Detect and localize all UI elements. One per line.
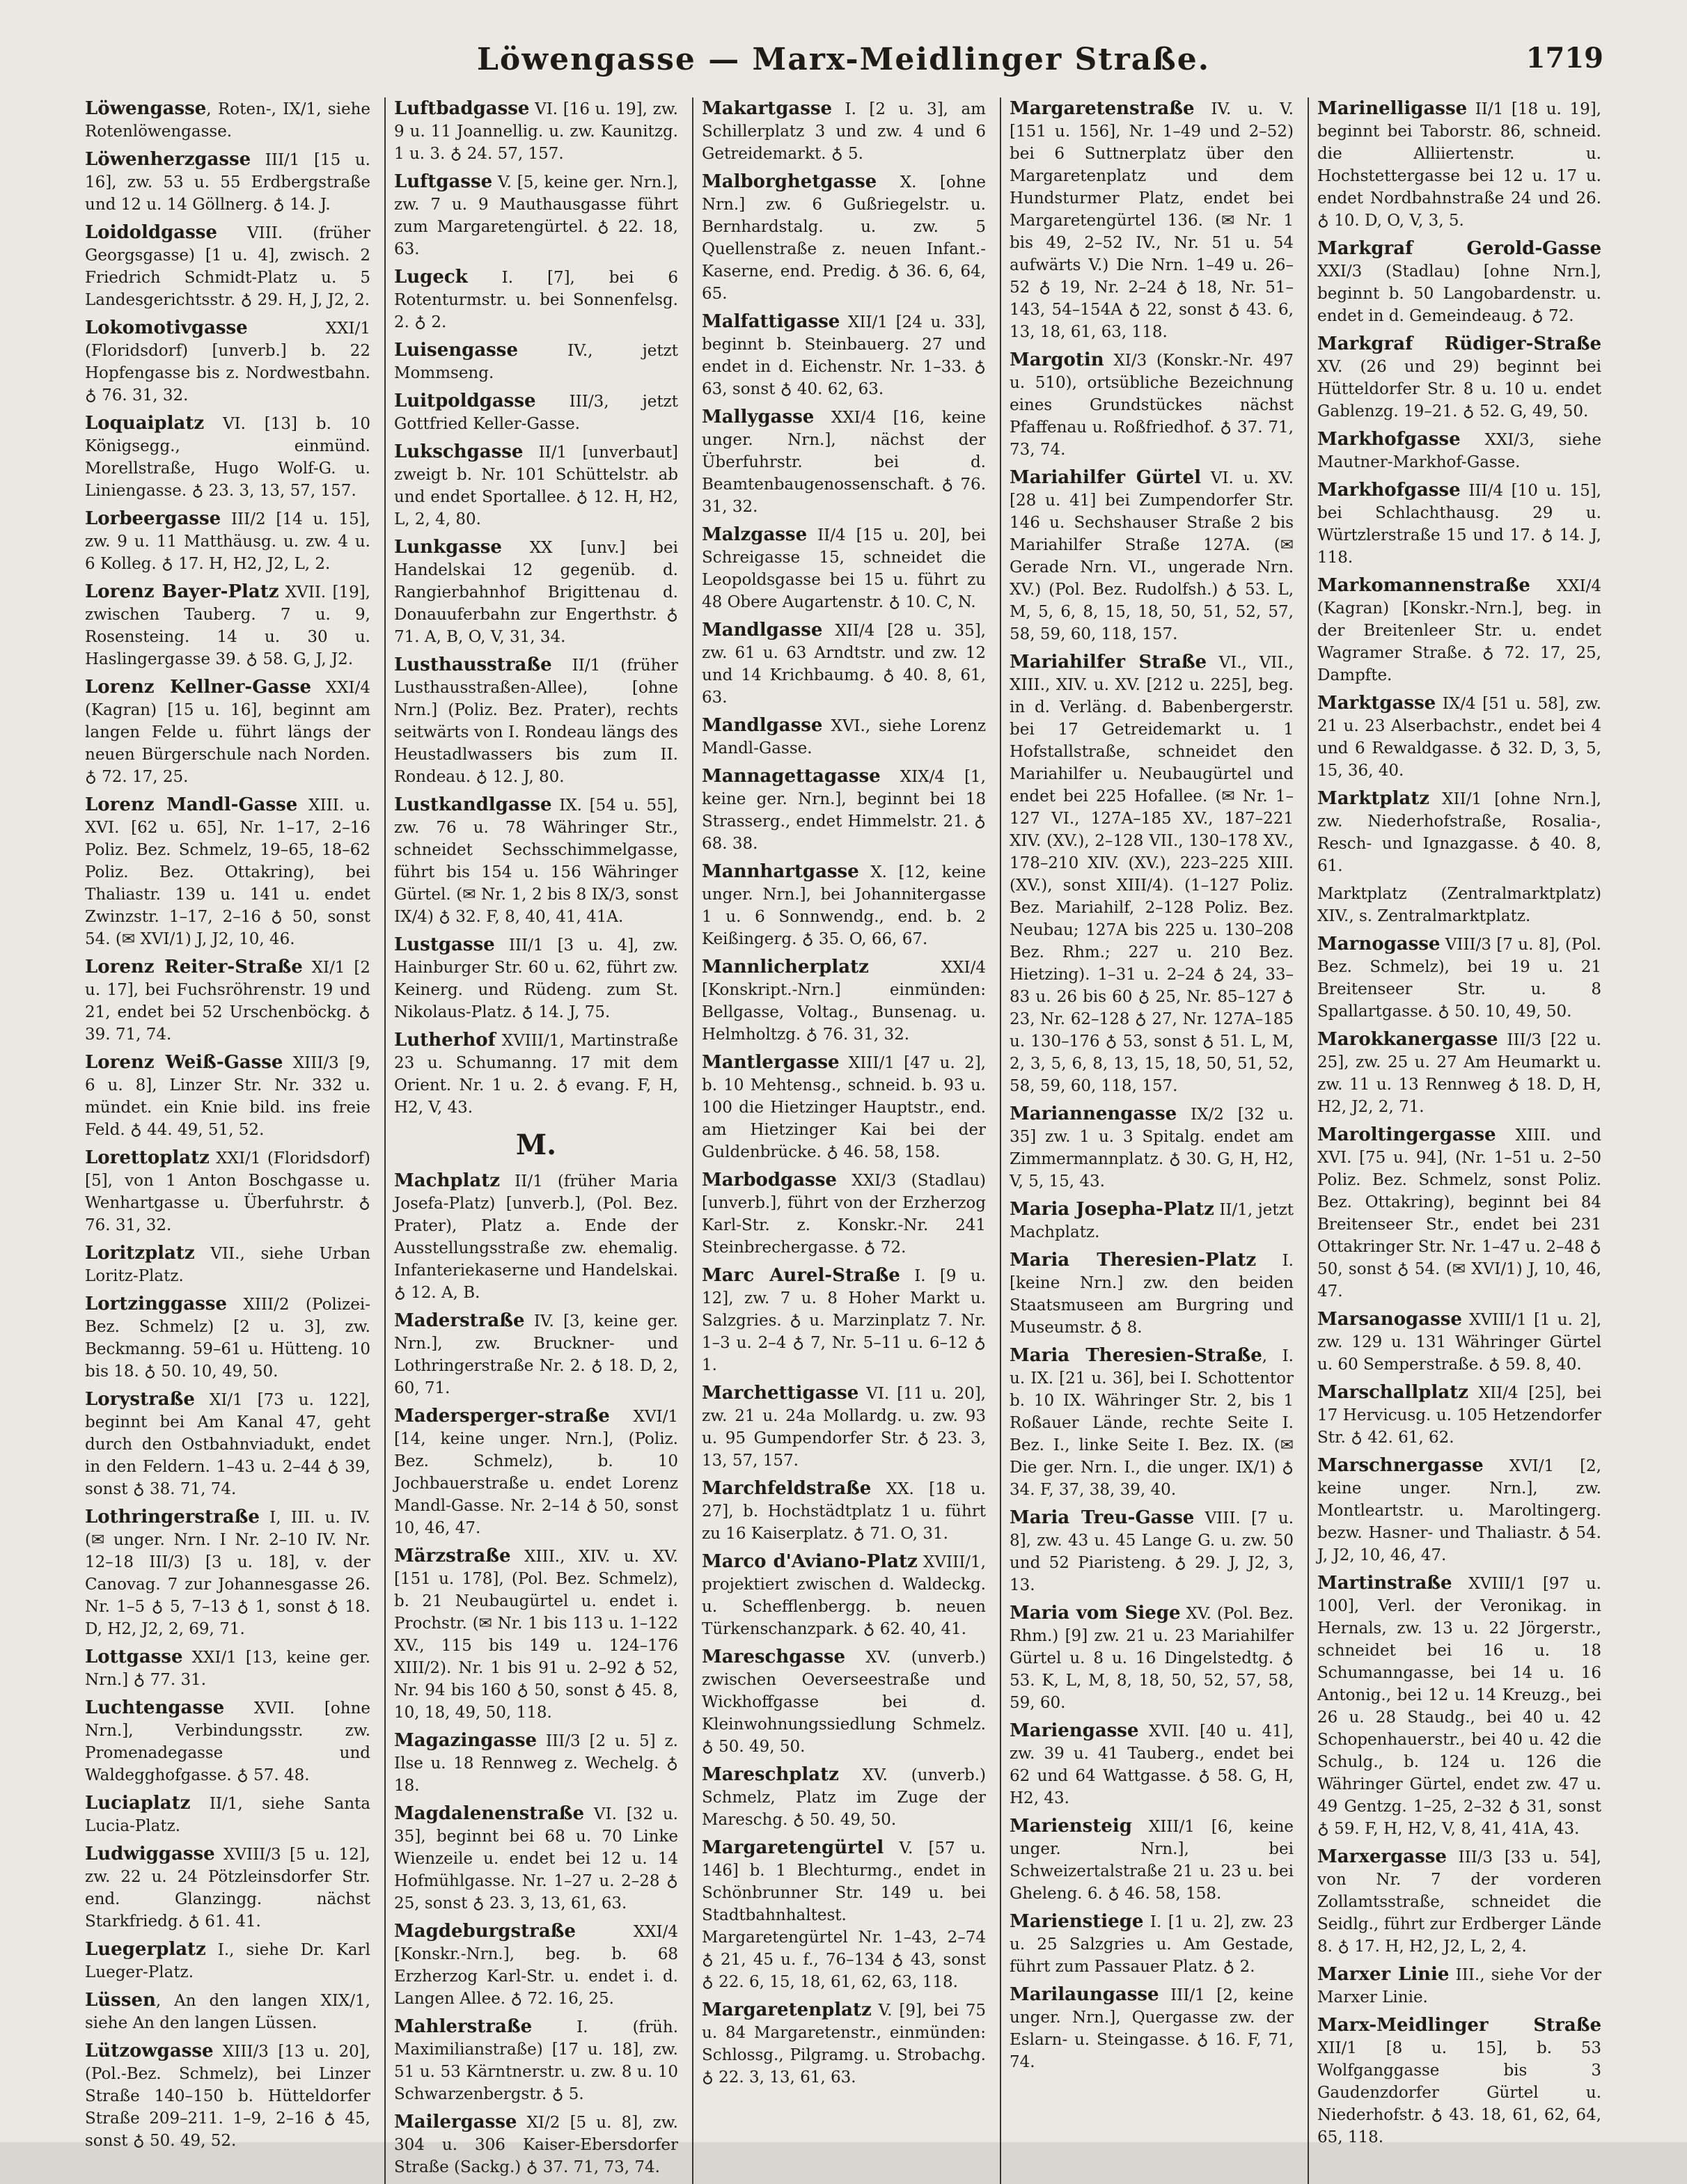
street-entry: Markgraf Rüdiger-Straße XV. (26 und 29) beginnt bei Hütteldorfer Str. 8 u. 10 u. endet Gablenzg. 19–21. ♁ 52. G, 49, 50. — [1317, 333, 1601, 421]
street-entry: Maria Theresien-Straße, I. u. IX. [21 u. 36], bei I. Schottentor b. 10 IX. Währinger Str. 2, bis 1 Roßauer Lände, rechte Seite I. Bez. I., linke Seite I. Bez. IX. (✉ Die ger. Nrn. I., die unger. IX/1) ♁ 34. F, 37, 38, 39, 40. — [1010, 1345, 1294, 1499]
street-entry: Lorbeergasse III/2 [14 u. 15], zw. 9 u. 11 Matthäusg. u. zw. 4 u. 6 Kolleg. ♁ 17. H, H2, J2, L, 2. — [85, 508, 370, 573]
street-entry: Marchettigasse VI. [11 u. 20], zw. 21 u. 24a Mollardg. u. zw. 93 u. 95 Gumpendorfer Str. ♁ 23. 3, 13, 57, 157. — [702, 1383, 986, 1470]
street-entry: Lunkgasse XX [unv.] bei Handelskai 12 gegenüb. d. Rangierbahnhof Brigittenau d. Donauuferbahn zur Engerthstr. ♁ 71. A, B, O, V, 31, 34. — [394, 537, 678, 646]
street-entry: Malborghetgasse X. [ohne Nrn.] zw. 6 Gußriegelstr. u. Bernhardstalg. u. zw. 5 Quellenstraße z. neuen Infant.-Kaserne, end. Predig. ♁ 36. 6, 64, 65. — [702, 171, 986, 303]
page-header — [84, 42, 1603, 97]
street-entry: Marbodgasse XXI/3 (Stadlau) [unverb.], führt von der Erzherzog Karl-Str. z. Konskr.-Nr. 241 Steinbrechergasse. ♁ 72. — [702, 1170, 986, 1257]
street-entry: Marienstiege I. [1 u. 2], zw. 23 u. 25 Salzgries u. Am Gestade, führt zum Passauer Platz. ♁ 2. — [1010, 1911, 1294, 1976]
street-entry: Lukschgasse II/1 [unverbaut] zweigt b. Nr. 101 Schüttelstr. ab und endet Sportallee. ♁ 12. H, H2, L, 2, 4, 80. — [394, 441, 678, 528]
street-entry: Lutherhof XVIII/1, Martinstraße 23 u. Schumanng. 17 mit dem Orient. Nr. 1 u. 2. ♁ evang. F, H, H2, V, 43. — [394, 1030, 678, 1117]
street-entry: Malzgasse II/4 [15 u. 20], bei Schreigasse 15, schneidet die Leopoldsgasse bei 15 u. führt zu 48 Obere Augartenstr. ♁ 10. C, N. — [702, 524, 986, 611]
street-entry: Marktplatz (Zentralmarktplatz) XIV., s. Zentralmarktplatz. — [1317, 885, 1601, 925]
street-entry: Marschallplatz XII/4 [25], bei 17 Hervicusg. u. 105 Hetzendorfer Str. ♁ 42. 61, 62. — [1317, 1382, 1601, 1447]
street-entry: Maderstraße IV. [3, keine ger. Nrn.], zw. Bruckner- und Lothringerstraße Nr. 2. ♁ 18. D, 2, 60, 71. — [394, 1310, 678, 1397]
street-entry: Luftbadgasse VI. [16 u. 19], zw. 9 u. 11 Joannellig. u. zw. Kaunitzg. 1 u. 3. ♁ 24. 57, 157. — [394, 98, 678, 163]
street-entry: Magazingasse III/3 [2 u. 5] z. Ilse u. 18 Rennweg z. Wechelg. ♁ 18. — [394, 1730, 678, 1795]
street-entry: Mariensteig XIII/1 [6, keine unger. Nrn.], bei Schweizertalstraße 21 u. 23 u. bei Gheleng. 6. ♁ 46. 58, 158. — [1010, 1816, 1294, 1903]
street-entry: Marc Aurel-Straße I. [9 u. 12], zw. 7 u. 8 Hoher Markt u. Salzgries. ♁ u. Marzinplatz 7. Nr. 1–3 u. 2–4 ♁ 7, Nr. 5–11 u. 6–12 ♁ 1. — [702, 1265, 987, 1374]
street-entry: Marilaungasse III/1 [2, keine unger. Nrn.], Quergasse zw. der Eslarn- u. Steingasse. ♁ 16. F, 71, 74. — [1010, 1984, 1294, 2071]
page-title: Löwengasse — Marx-Meidlinger Straße. — [476, 42, 1211, 77]
street-entry: Lustgasse III/1 [3 u. 4], zw. Hainburger Str. 60 u. 62, führt zw. Keinerg. und Rüdeng. zum St. Nikolaus-Platz. ♁ 14. J, 75. — [394, 934, 678, 1021]
street-entry: Marxergasse III/3 [33 u. 54], von Nr. 7 der vorderen Zollamtsstraße, schneidet die Seidlg., führt zur Erdberger Lände 8. ♁ 17. H, H2, J2, L, 2, 4. — [1317, 1846, 1601, 1956]
street-entry: Machplatz II/1 (früher Maria Josefa-Platz) [unverb.], (Pol. Bez. Prater), Platz a. Ende der Ausstellungsstraße zw. ehemalig. Infanteriekaserne und Handelskai. ♁ 12. A, B. — [394, 1170, 678, 1302]
street-entry: Mariahilfer Straße VI., VII., XIII., XIV. u. XV. [212 u. 225], beg. in d. Verläng. d. Babenbergerstr. bei 17 Getreidemarkt u. 1 Hofstallstraße, schneidet den Mariahilfer u. Neubaugürtel und endet bei 225 Hofallee. (✉ Nr. 1–127 VI., 127A–185 XV., 187–221 XIV. (XV.), 2–128 VII., 130–178 XV., 178–210 XIV. (XV.), 223–225 XIII. (XV.), sonst XIII/4). (1–127 Poliz. Bez. Mariahilf, 2–128 Poliz. Bez. Neubau; 127A bis 225 u. 130–208 Bez. Rhm.; 227 u. 210 Bez. Hietzing). 1–31 u. 2–24 ♁ 24, 33–83 u. 26 bis 60 ♁ 25, Nr. 85–127 ♁ 23, Nr. 62–128 ♁ 27, Nr. 127A–185 u. 130–176 ♁ 53, sonst ♁ 51. L, M, 2, 3, 5, 6, 8, 13, 15, 18, 50, 51, 52, 58, 59, 60, 118, 157. — [1010, 652, 1294, 1095]
street-entry: Lusthausstraße II/1 (früher Lusthausstraßen-Allee), [ohne Nrn.] (Poliz. Bez. Prater), rechts seitwärts von I. Rondeau längs des Heustadlwassers bis zum II. Rondeau. ♁ 12. J, 80. — [394, 654, 678, 786]
street-entry: Luegerplatz I., siehe Dr. Karl Lueger-Platz. — [85, 1939, 370, 1981]
street-entry: Lorenz Kellner-Gasse XXI/4 (Kagran) [15 u. 16], beginnt am langen Felde u. führt längs der neuen Bürgerschule nach Norden. ♁ 72. 17, 25. — [85, 677, 370, 786]
street-entry: Löwengasse, Roten-, IX/1, siehe Rotenlöwengasse. — [85, 98, 370, 141]
street-entry: Lugeck I. [7], bei 6 Rotenturmstr. u. bei Sonnenfelsg. 2. ♁ 2. — [394, 267, 678, 331]
column-4 — [1000, 97, 1301, 2184]
street-entry: Luciaplatz II/1, siehe Santa Lucia-Platz. — [85, 1793, 370, 1835]
street-entry: Luchtengasse XVII. [ohne Nrn.], Verbindungsstr. zw. Promenadegasse und Waldegghofgasse. ♁ 57. 48. — [85, 1697, 370, 1784]
street-entry: Mailergasse XI/2 [5 u. 8], zw. 304 u. 306 Kaiser-Ebersdorfer Straße (Sackg.) ♁ 37. 71, 73, 74. — [394, 2112, 678, 2176]
street-entry: Marnogasse VIII/3 [7 u. 8], (Pol. Bez. Schmelz), bei 19 u. 21 Breitenseer Str. u. 8 Spallartgasse. ♁ 50. 10, 49, 50. — [1317, 934, 1601, 1021]
street-entry: Löwenherzgasse III/1 [15 u. 16], zw. 53 u. 55 Erdbergstraße und 12 u. 14 Göllnerg. ♁ 14. J. — [85, 149, 370, 214]
street-entry: Lorenz Reiter-Straße XI/1 [2 u. 17], bei Fuchsröhrenstr. 19 und 21, endet bei 52 Urschenböckg. ♁ 39. 71, 74. — [85, 957, 370, 1044]
street-entry: Marxer Linie III., siehe Vor der Marxer Linie. — [1317, 1964, 1601, 2006]
street-entry: Markhofgasse XXI/3, siehe Mautner-Markhof-Gasse. — [1317, 429, 1601, 471]
street-entry: Mariannengasse IX/2 [32 u. 35] zw. 1 u. 3 Spitalg. endet am Zimmermannplatz. ♁ 30. G, H, H2, V, 5, 15, 43. — [1010, 1103, 1294, 1191]
street-entry: Margaretengürtel V. [57 u. 146] b. 1 Blechturmg., endet in Schönbrunner Str. 149 u. bei Stadtbahnhaltest. Margaretengürtel Nr. 1–43, 2–74 ♁ 21, 45 u. f., 76–134 ♁ 43, sonst ♁ 22. 6, 15, 18, 61, 62, 63, 118. — [702, 1837, 986, 1991]
column-2 — [384, 97, 685, 2184]
street-entry: Margaretenstraße IV. u. V. [151 u. 156], Nr. 1–49 und 2–52) bei 6 Suttnerplatz über den Margaretenplatz und dem Hundsturmer Platz, endet bei Margaretengürtel 136. (✉ Nr. 1 bis 49, 2–52 IV., Nr. 51 u. 54 aufwärts V.) Die Nrn. 1–49 u. 26–52 ♁ 19, Nr. 2–24 ♁ 18, Nr. 51–143, 54–154A ♁ 22, sonst ♁ 43. 6, 13, 18, 61, 63, 118. — [1010, 98, 1294, 341]
street-entry: Markgraf Gerold-Gasse XXI/3 (Stadlau) [ohne Nrn.], beginnt b. 50 Langobardenstr. u. endet in d. Gemeindeaug. ♁ 72. — [1317, 238, 1601, 325]
street-entry: Lorenz Bayer-Platz XVII. [19], zwischen Tauberg. 7 u. 9, Rosensteing. 14 u. 30 u. Haslingergasse 39. ♁ 58. G, J, J2. — [85, 581, 370, 668]
street-entry: Lorystraße XI/1 [73 u. 122], beginnt bei Am Kanal 47, geht durch den Ostbahnviadukt, endet in den Feldern. 1–43 u. 2–44 ♁ 39, sonst ♁ 38. 71, 74. — [85, 1389, 370, 1498]
street-entry: Mannlicherplatz XXI/4 [Konskript.-Nrn.] einmünden: Bellgasse, Voltag., Bunsenag. u. Helmholtzg. ♁ 76. 31, 32. — [702, 957, 986, 1044]
street-entry: Malfattigasse XII/1 [24 u. 33], beginnt b. Steinbauerg. 27 und endet in d. Eichenstr. Nr. 1–33. ♁ 63, sonst ♁ 40. 62, 63. — [702, 311, 986, 398]
street-entry: Margotin XI/3 (Konskr.-Nr. 497 u. 510), ortsübliche Bezeichnung eines Grundstückes nächst Pfaffenau u. Roßfriedhof. ♁ 37. 71, 73, 74. — [1010, 349, 1294, 459]
entry-columns — [77, 97, 1608, 2176]
street-entry: Maria Treu-Gasse VIII. [7 u. 8], zw. 43 u. 45 Lange G. u. zw. 50 und 52 Piaristeng. ♁ 29. J, J2, 3, 13. — [1010, 1507, 1294, 1594]
street-entry: Magdalenenstraße VI. [32 u. 35], beginnt bei 68 u. 70 Linke Wienzeile u. endet bei 12 u. 14 Hofmühlgasse. Nr. 1–27 u. 2–28 ♁ 25, sonst ♁ 23. 3, 13, 61, 63. — [394, 1803, 678, 1912]
street-entry: Marktgasse IX/4 [51 u. 58], zw. 21 u. 23 Alserbachstr., endet bei 4 und 6 Rewaldgasse. ♁ 32. D, 3, 5, 15, 36, 40. — [1317, 693, 1601, 780]
column-5 — [1308, 97, 1608, 2184]
street-entry: Mariengasse XVII. [40 u. 41], zw. 39 u. 41 Tauberg., endet bei 62 und 64 Wattgasse. ♁ 58. G, H, H2, 43. — [1010, 1720, 1294, 1807]
street-entry: Märzstraße XIII., XIV. u. XV. [151 u. 178], (Pol. Bez. Schmelz), b. 21 Neubaugürtel u. endet i. Prochstr. (✉ Nr. 1 bis 113 u. 1–122 XV., 115 bis 149 u. 124–176 XIII/2). Nr. 1 bis 91 u. 2–92 ♁ 52, Nr. 94 bis 160 ♁ 50, sonst ♁ 45. 8, 10, 18, 49, 50, 118. — [394, 1546, 678, 1722]
street-entry: Maroltingergasse XIII. und XVI. [75 u. 94], (Nr. 1–51 u. 2–50 Poliz. Bez. Schmelz, sonst Poliz. Bez. Ottakring), beginnt bei 84 Breitenseer Str., endet bei 231 Ottakringer Str. Nr. 1–47 u. 2–48 ♁ 50, sonst ♁ 54. (✉ XVI/1) J, 10, 46, 47. — [1317, 1124, 1601, 1301]
street-entry: Mareschplatz XV. (unverb.) Schmelz, Platz im Zuge der Mareschg. ♁ 50. 49, 50. — [702, 1764, 986, 1829]
street-entry: Loidoldgasse VIII. (früher Georgsgasse) [1 u. 4], zwisch. 2 Friedrich Schmidt-Platz u. 5 Landesgerichtsstr. ♁ 29. H, J, J2, 2. — [85, 222, 370, 309]
street-entry: Lokomotivgasse XXI/1 (Floridsdorf) [unverb.] b. 22 Hopfengasse bis z. Nordwestbahn. ♁ 76. 31, 32. — [85, 317, 370, 404]
street-entry: Mariahilfer Gürtel VI. u. XV. [28 u. 41] bei Zumpendorfer Str. 146 u. Sechshauser Straße 2 bis Mariahilfer Straße 127A. (✉ Gerade Nrn. VI., ungerade Nrn. XV.) (Pol. Bez. Rudolfsh.) ♁ 53. L, M, 5, 6, 8, 15, 18, 50, 51, 52, 57, 58, 59, 60, 118, 157. — [1010, 467, 1294, 643]
street-entry: Loritzplatz VII., siehe Urban Loritz-Platz. — [85, 1243, 370, 1285]
column-1 — [77, 97, 377, 2184]
street-entry: Marsanogasse XVIII/1 [1 u. 2], zw. 129 u. 131 Währinger Gürtel u. 60 Semperstraße. ♁ 59. 8, 40. — [1317, 1309, 1601, 1374]
street-entry: Magdeburgstraße XXI/4 [Konskr.-Nrn.], beg. b. 68 Erzherzog Karl-Str. u. endet i. d. Langen Allee. ♁ 72. 16, 25. — [394, 1921, 678, 2008]
street-entry: Lüssen, An den langen XIX/1, siehe An den langen Lüssen. — [85, 1990, 370, 2032]
street-entry: Lorenz Mandl-Gasse XIII. u. XVI. [62 u. 65], Nr. 1–17, 2–16 Poliz. Bez. Schmelz, 19–65, 18–62 Poliz. Bez. Ottakring), bei Thaliastr. 139 u. 141 u. endet Zwinzstr. 1–17, 2–16 ♁ 50, sonst 54. (✉ XVI/1) J, J2, 10, 46. — [85, 794, 370, 948]
page-number: 1719 — [1525, 42, 1603, 74]
street-entry: Luisengasse IV., jetzt Mommseng. — [394, 340, 678, 382]
street-entry: Marktplatz XII/1 [ohne Nrn.], zw. Niederhofstraße, Rosalia-, Resch- und Ignazgasse. ♁ 40. 8, 61. — [1317, 788, 1601, 875]
street-entry: Mannagettagasse XIX/4 [1, keine ger. Nrn.], beginnt bei 18 Strasserg., endet Himmelstr. 21. ♁ 68. 38. — [702, 766, 986, 853]
street-entry: Marschnergasse XVI/1 [2, keine unger. Nrn.], zw. Montleartstr. u. Maroltingerg. bezw. Hasner- und Thaliastr. ♁ 54. J, J2, 10, 46, 47. — [1317, 1455, 1601, 1564]
street-entry: Ludwiggasse XVIII/3 [5 u. 12], zw. 22 u. 24 Pötzleinsdorfer Str. end. Glanzingg. nächst Starkfriedg. ♁ 61. 41. — [85, 1844, 370, 1931]
street-entry: Mantlergasse XIII/1 [47 u. 2], b. 10 Mehtensg., schneid. b. 93 u. 100 die Hietzinger Hauptstr., end. am Hietzinger Kai bei der Guldenbrücke. ♁ 46. 58, 158. — [702, 1052, 986, 1161]
street-entry: Marokkanergasse III/3 [22 u. 25], zw. 25 u. 27 Am Heumarkt u. zw. 11 u. 13 Rennweg ♁ 18. D, H, H2, J2, 2, 71. — [1317, 1029, 1601, 1116]
street-entry: Makartgasse I. [2 u. 3], am Schillerplatz 3 und zw. 4 und 6 Getreidemarkt. ♁ 5. — [702, 98, 986, 163]
street-entry: Lortzinggasse XIII/2 (Polizei-Bez. Schmelz) [2 u. 3], zw. Beckmanng. 59–61 u. Hütteng. 10 bis 18. ♁ 50. 10, 49, 50. — [85, 1294, 370, 1381]
street-entry: Maria Theresien-Platz I. [keine Nrn.] zw. den beiden Staatsmuseen am Burgring und Museumstr. ♁ 8. — [1010, 1250, 1294, 1337]
street-entry: Lothringerstraße I, III. u. IV. (✉ unger. Nrn. I Nr. 2–10 IV. Nr. 12–18 III/3) [3 u. 18], v. der Canovag. 7 zur Johannesgasse 26. Nr. 1–5 ♁ 5, 7–13 ♁ 1, sonst ♁ 18. D, H2, J2, 2, 69, 71. — [85, 1507, 370, 1638]
street-entry: Lorenz Weiß-Gasse XIII/3 [9, 6 u. 8], Linzer Str. Nr. 332 u. mündet. ein Knie bild. ins freie Feld. ♁ 44. 49, 51, 52. — [85, 1052, 370, 1139]
street-entry: Luitpoldgasse III/3, jetzt Gottfried Keller-Gasse. — [394, 391, 678, 433]
street-entry: Lustkandlgasse IX. [54 u. 55], zw. 76 u. 78 Währinger Str., schneidet Sechsschimmelgasse, führt bis 154 u. 156 Währinger Gürtel. (✉ Nr. 1, 2 bis 8 IX/3, sonst IX/4) ♁ 32. F, 8, 40, 41, 41A. — [394, 794, 678, 926]
street-entry: Marco d'Aviano-Platz XVIII/1, projektiert zwischen d. Waldeckg. u. Schefflenbergg. b. neuen Türkenschanzpark. ♁ 62. 40, 41. — [702, 1551, 986, 1638]
street-entry: Lorettoplatz XXI/1 (Floridsdorf) [5], von 1 Anton Boschgasse u. Wenhartgasse u. Überfuhrstr. ♁ 76. 31, 32. — [85, 1147, 370, 1234]
street-entry: Mallygasse XXI/4 [16, keine unger. Nrn.], nächst der Überfuhrstr. bei d. Beamtenbaugenossenschaft. ♁ 76. 31, 32. — [702, 407, 986, 516]
street-entry: Mandlgasse XII/4 [28 u. 35], zw. 61 u. 63 Arndtstr. und zw. 12 und 14 Krichbaumg. ♁ 40. 8, 61, 63. — [702, 620, 986, 707]
street-entry: Loquaiplatz VI. [13] b. 10 Königsegg., einmünd. Morellstraße, Hugo Wolf-G. u. Liniengasse. ♁ 23. 3, 13, 57, 157. — [85, 413, 370, 500]
section-letter: M. — [515, 1129, 557, 1161]
street-entry: Lützowgasse XIII/3 [13 u. 20], (Pol.-Bez. Schmelz), bei Linzer Straße 140–150 b. Hütteldorfer Straße 209–211. 1–9, 2–16 ♁ 45, sonst ♁ 50. 49, 52. — [85, 2041, 370, 2150]
street-entry: Markhofgasse III/4 [10 u. 15], bei Schlachthausg. 29 u. Würtzlerstraße 15 und 17. ♁ 14. J, 118. — [1317, 480, 1601, 567]
street-entry: Markomannenstraße XXI/4 (Kagran) [Konskr.-Nrn.], beg. in der Breitenleer Str. u. endet Wagramer Straße. ♁ 72. 17, 25, Dampfte. — [1317, 575, 1601, 684]
street-entry: Mareschgasse XV. (unverb.) zwischen Oeverseestraße und Wickhoffgasse bei d. Kleinwohnungssiedlung Schmelz. ♁ 50. 49, 50. — [702, 1647, 986, 1756]
street-entry: Mandlgasse XVI., siehe Lorenz Mandl-Gasse. — [702, 715, 986, 757]
street-entry: Maria vom Siege XV. (Pol. Bez. Rhm.) [9] zw. 21 u. 23 Mariahilfer Gürtel u. 8 u. 16 Dingelstedtg. ♁ 53. K, L, M, 8, 18, 50, 52, 57, 58, 59, 60. — [1010, 1603, 1294, 1712]
street-entry: Martinstraße XVIII/1 [97 u. 100], Verl. der Veronikag. in Hernals, zw. 13 u. 22 Jörgerstr., schneidet bei 16 u. 18 Schumanngasse, bei 14 u. 16 Antonig., bei 12 u. 14 Kreuzg., bei 26 u. 28 Staudg., bei 40 u. 42 Schopenhauerstr., bei 40 u. 42 die Schulg., b. 124 u. 126 die Währinger Gürtel, endet zw. 47 u. 49 Gentzg. 1–25, 2–32 ♁ 31, sonst ♁ 59. F, H, H2, V, 8, 41, 41A, 43. — [1317, 1573, 1601, 1838]
street-entry: Luftgasse V. [5, keine ger. Nrn.], zw. 7 u. 9 Mauthausgasse führt zum Margaretengürtel. ♁ 22. 18, 63. — [394, 171, 678, 258]
street-entry: Marinelligasse II/1 [18 u. 19], beginnt bei Taborstr. 86, schneid. die Alliiertenstr. u. Hochstettergasse bei 12 u. 17 u. endet Nordbahnstraße 24 und 26. ♁ 10. D, O, V, 3, 5. — [1317, 98, 1601, 230]
street-entry: Madersperger-straße XVI/1 [14, keine unger. Nrn.], (Poliz. Bez. Schmelz), b. 10 Jochbauerstraße u. endet Lorenz Mandl-Gasse. Nr. 2–14 ♁ 50, sonst 10, 46, 47. — [394, 1406, 678, 1537]
street-entry: Maria Josepha-Platz II/1, jetzt Machplatz. — [1010, 1199, 1294, 1241]
column-3 — [692, 97, 993, 2184]
street-entry: Margaretenplatz V. [9], bei 75 u. 84 Margaretenstr., einmünden: Schlossg., Pilgramg. u. Strobachg. ♁ 22. 3, 13, 61, 63. — [702, 2000, 986, 2087]
street-entry: Marx-Meidlinger Straße XII/1 [8 u. 15], b. 53 Wolfganggasse bis 3 Gaudenzdorfer Gürtel u. Niederhofstr. ♁ 43. 18, 61, 62, 64, 65, 118. — [1317, 2015, 1601, 2146]
street-entry: Lottgasse XXI/1 [13, keine ger. Nrn.] ♁ 77. 31. — [85, 1647, 370, 1689]
street-entry: Mannhartgasse X. [12, keine unger. Nrn.], bei Johannitergasse 1 u. 6 Sonnwendg., end. b. 2 Keißingerg. ♁ 35. O, 66, 67. — [702, 861, 986, 948]
street-entry: Mahlerstraße I. (früh. Maximilianstraße) [17 u. 18], zw. 51 u. 53 Kärntnerstr. u. zw. 8 u. 10 Schwarzenbergstr. ♁ 5. — [394, 2016, 678, 2103]
street-entry: Marchfeldstraße XX. [18 u. 27], b. Hochstädtplatz 1 u. führt zu 16 Kaiserplatz. ♁ 71. O, 31. — [702, 1478, 986, 1543]
